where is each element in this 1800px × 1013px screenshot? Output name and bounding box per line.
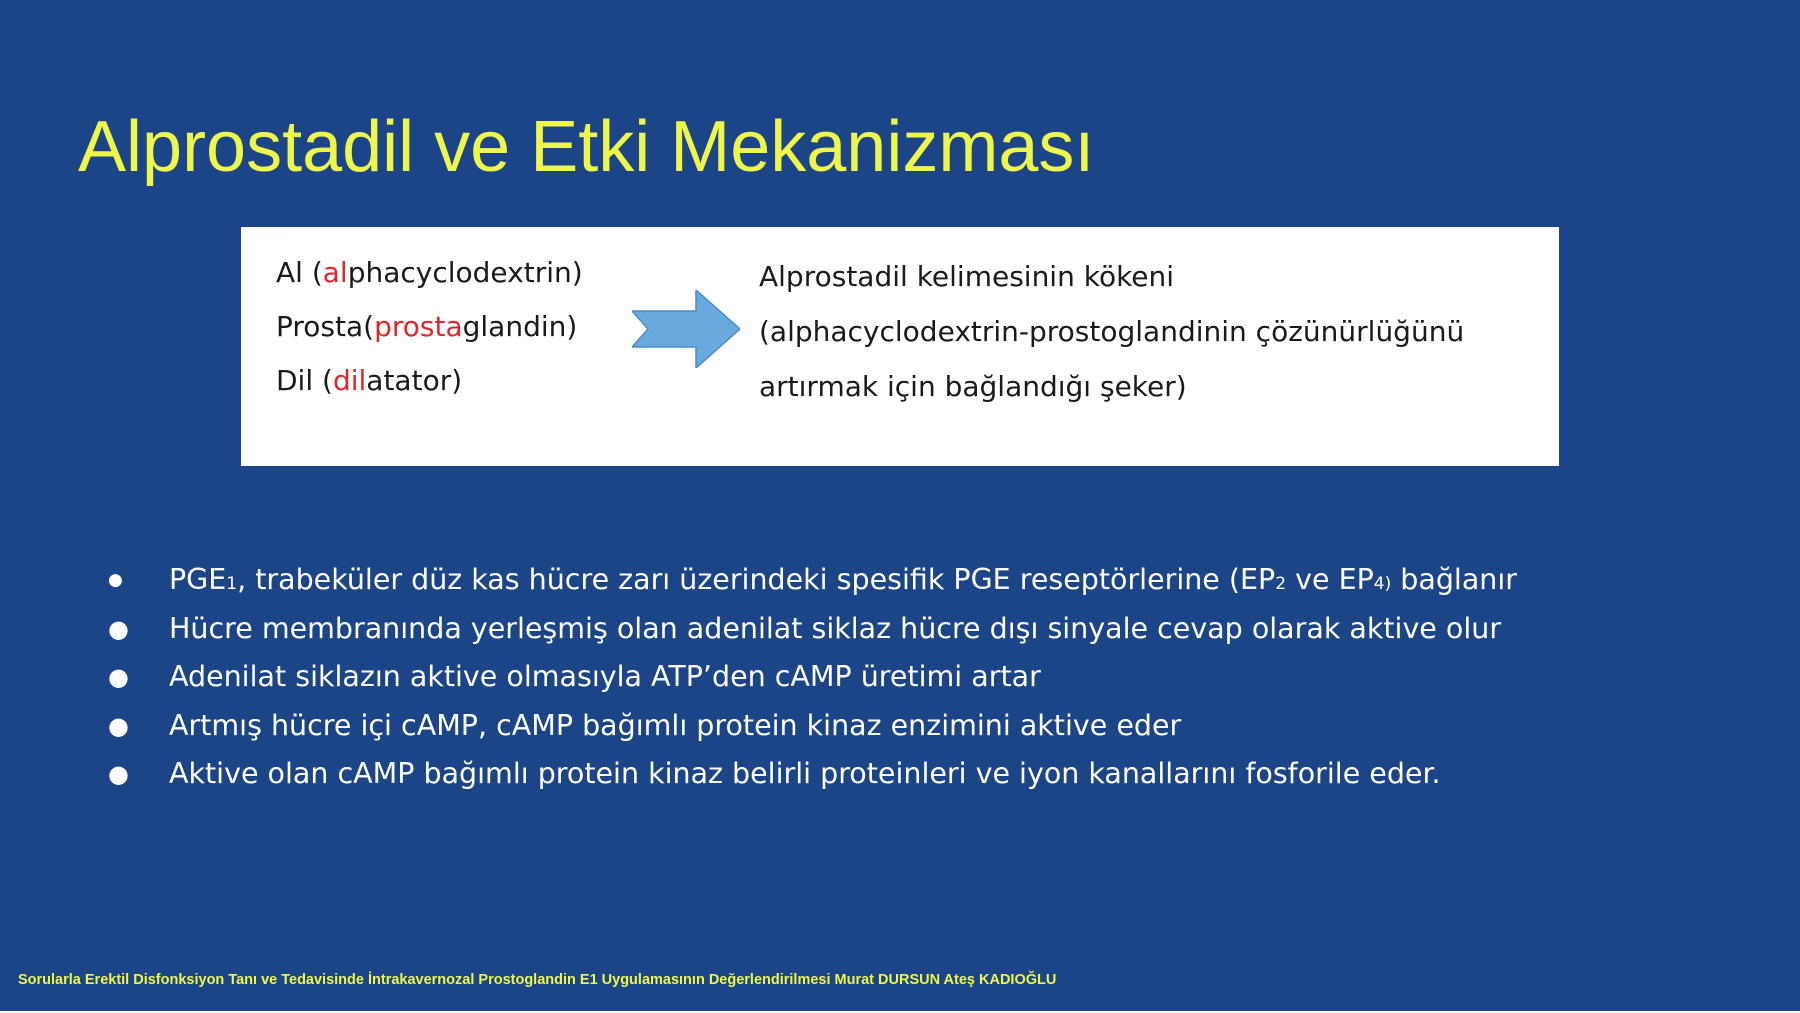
bullet-dot-icon: ● xyxy=(108,614,129,643)
highlight-prosta: prosta xyxy=(374,310,463,343)
etymology-row-dil: Dil (dilatator) xyxy=(276,364,463,397)
origin-explanation xyxy=(759,249,1464,414)
bullet-dot-icon: ● xyxy=(108,711,129,740)
etymology-row-al: Al (alphacyclodextrin) xyxy=(276,256,583,289)
etymology-list xyxy=(276,246,583,408)
origin-line-2: (alphacyclodextrin-prostoglandinin çözünürlüğünü xyxy=(759,315,1465,348)
bullet-item: ● PGE1, trabeküler düz kas hücre zarı üzerindeki spesifik PGE reseptörlerine (EP2 ve EP4) bağlanır xyxy=(108,556,1517,605)
right-arrow-icon xyxy=(632,290,740,368)
origin-line-3: artırmak için bağlandığı şeker) xyxy=(759,370,1187,403)
etymology-row-prosta: Prosta(prostaglandin) xyxy=(276,310,578,343)
bullet-dot-icon: ● xyxy=(108,760,129,788)
bullet-dot-icon: ● xyxy=(108,663,129,691)
slide-footer-citation: Sorularla Erektil Disfonksiyon Tanı ve Tedavisinde İntrakavernozal Prostoglandin E1 Uygulamasının Değerlendirilmesi Murat DURSUN Ateş KADIOĞLU xyxy=(18,972,1057,988)
highlight-dil: dil xyxy=(332,364,367,397)
bullet-item: ● Adenilat siklazın aktive olmasıyla ATP’den cAMP üretimi artar xyxy=(108,653,1517,702)
bullet-dot-icon: ● xyxy=(108,570,123,590)
slide-title: Alprostadil ve Etki Mekanizması xyxy=(78,107,1095,187)
bullet-item: ● Hücre membranında yerleşmiş olan adenilat siklaz hücre dışı sinyale cevap olarak aktive olur xyxy=(108,605,1517,654)
mechanism-bullet-list xyxy=(108,556,1517,799)
bullet-item: ● Aktive olan cAMP bağımlı protein kinaz belirli proteinleri ve iyon kanallarını fosforile eder. xyxy=(108,750,1517,799)
bullet-item: ● Artmış hücre içi cAMP, cAMP bağımlı protein kinaz enzimini aktive eder xyxy=(108,702,1517,751)
origin-line-1: Alprostadil kelimesinin kökeni xyxy=(759,260,1175,293)
highlight-al: al xyxy=(322,256,348,289)
